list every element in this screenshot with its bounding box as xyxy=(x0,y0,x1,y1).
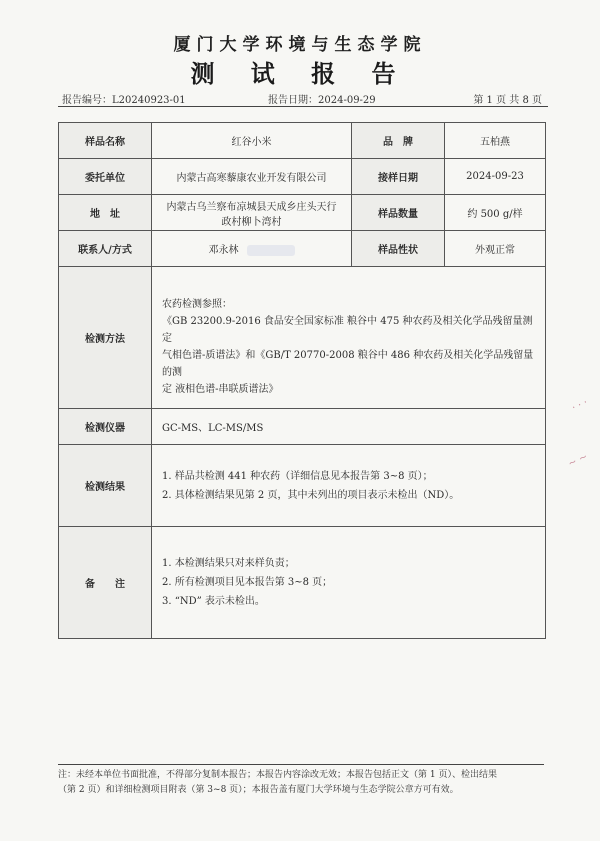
table-row xyxy=(59,445,546,527)
remarks-label: 备 注 xyxy=(59,527,152,639)
report-meta-bar xyxy=(58,90,548,107)
info-table xyxy=(58,122,546,639)
instrument-value: GC-MS、LC-MS/MS xyxy=(152,409,546,445)
table-row xyxy=(59,159,546,195)
brand-value: 五柏燕 xyxy=(445,123,546,159)
address-value xyxy=(152,195,352,231)
table-row xyxy=(59,231,546,267)
method-line: 农药检测参照： xyxy=(162,298,232,310)
client-label: 委托单位 xyxy=(59,159,152,195)
method-line: 定 液相色谱-串联质谱法》 xyxy=(162,383,279,395)
table-row xyxy=(59,267,546,409)
report-date: 报告日期：2024-09-29 xyxy=(268,95,376,106)
instrument-label: 检测仪器 xyxy=(59,409,152,445)
remarks-content xyxy=(152,527,546,639)
margin-mark: ~ ~ xyxy=(566,451,590,470)
contact-label: 联系人/方式 xyxy=(59,231,152,267)
table-row xyxy=(59,123,546,159)
table-row xyxy=(59,195,546,231)
sample-name-value: 红谷小米 xyxy=(152,123,352,159)
table-row xyxy=(59,409,546,445)
address-line-1: 内蒙古乌兰察布凉城县天成乡庄头天行 xyxy=(166,201,337,213)
report-number: 报告编号：L20240923-01 xyxy=(62,95,186,106)
condition-value: 外观正常 xyxy=(445,231,546,267)
method-line: 气相色谱-质谱法》和《GB/T 20770-2008 粮谷中 486 种农药及相关化学品残留量的测 xyxy=(162,349,534,378)
address-label: 地 址 xyxy=(59,195,152,231)
result-item: 2. 具体检测结果见第 2 页，其中未列出的项目表示未检出（ND）。 xyxy=(162,489,460,501)
receive-date-label: 接样日期 xyxy=(352,159,445,195)
footer-line: （第 2 页）和详细检测项目附表（第 3~8 页）；本报告盖有厦门大学环境与生态学院公章方可有效。 xyxy=(58,785,459,795)
contact-name: 邓永林 xyxy=(208,245,239,256)
quantity-label: 样品数量 xyxy=(352,195,445,231)
remark-item: 2. 所有检测项目见本报告第 3~8 页； xyxy=(162,577,333,588)
organization-name: 厦门大学环境与生态学院 xyxy=(173,35,427,55)
method-label: 检测方法 xyxy=(59,267,152,409)
receive-date-value: 2024-09-23 xyxy=(445,159,546,195)
method-content xyxy=(152,267,546,409)
footer-line: 注：未经本单位书面批准，不得部分复制本报告；本报告内容涂改无效；本报告包括正文（第 1 页）、检出结果 xyxy=(58,770,497,780)
report-title: 测 试 报 告 xyxy=(190,59,410,88)
address-line-2: 政村柳卜湾村 xyxy=(221,216,282,228)
contact-value xyxy=(152,231,352,267)
method-line: 《GB 23200.9-2016 食品安全国家标准 粮谷中 475 种农药及相关化学品残留量测定 xyxy=(162,315,533,344)
margin-mark: · · · xyxy=(570,397,590,414)
table-row xyxy=(59,527,546,639)
result-item: 1. 样品共检测 441 种农药（详细信息见本报告第 3~8 页）； xyxy=(162,470,433,482)
remark-item: 3. “ND” 表示未检出。 xyxy=(162,596,265,607)
quantity-value: 约 500 g/样 xyxy=(445,195,546,231)
condition-label: 样品性状 xyxy=(352,231,445,267)
remark-item: 1. 本检测结果只对来样负责； xyxy=(162,558,295,569)
redacted-contact-block xyxy=(247,245,295,256)
page-indicator: 第 1 页 共 8 页 xyxy=(473,95,542,106)
result-label: 检测结果 xyxy=(59,445,152,527)
client-value: 内蒙古高寒藜康农业开发有限公司 xyxy=(152,159,352,195)
footer-note xyxy=(58,764,544,798)
sample-name-label: 样品名称 xyxy=(59,123,152,159)
result-content xyxy=(152,445,546,527)
brand-label: 品 牌 xyxy=(352,123,445,159)
